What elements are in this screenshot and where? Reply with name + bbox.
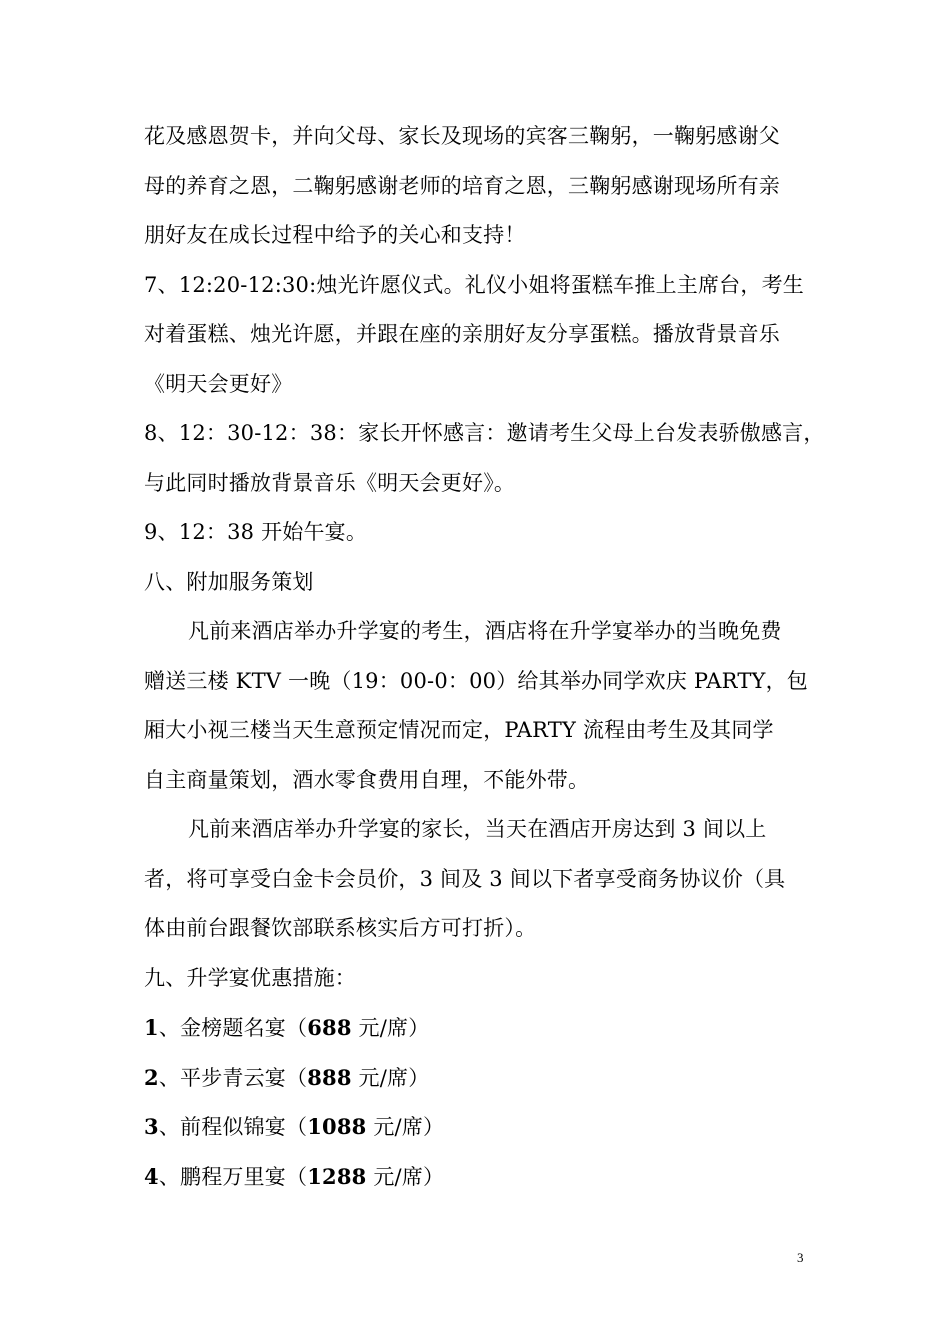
menu-item-unit: 元/席） xyxy=(366,1164,445,1189)
menu-item-number: 2 xyxy=(144,1064,159,1090)
menu-item xyxy=(144,1152,808,1202)
menu-item-unit: 元/席） xyxy=(351,1016,430,1040)
page-number: 3 xyxy=(797,1250,804,1265)
menu-item-unit: 元/席） xyxy=(366,1115,445,1139)
step-9-line: 9、12：38 开始午宴。 xyxy=(144,520,368,544)
paragraph-line: 者，将可享受白金卡会员价，3 间及 3 间以下者享受商务协议价（具 xyxy=(144,866,786,891)
menu-item-name: 、平步青云宴（ xyxy=(158,1065,308,1090)
menu-item-unit: 元/席） xyxy=(351,1065,430,1090)
menu-item-price: 1088 xyxy=(307,1114,367,1139)
menu-item xyxy=(144,1053,808,1103)
menu-item xyxy=(144,1102,808,1152)
menu-item-name: 、鹏程万里宴（ xyxy=(158,1164,308,1189)
menu-item-name: 、前程似锦宴（ xyxy=(158,1115,308,1139)
menu-item-number: 1 xyxy=(144,1015,159,1040)
paragraph-line: 自主商量策划，酒水零食费用自理，不能外带。 xyxy=(144,767,590,792)
paragraph-line: 《明天会更好》 xyxy=(144,371,293,396)
paragraph-line: 花及感恩贺卡，并向父母、家长及现场的宾客三鞠躬，一鞠躬感谢父 xyxy=(144,124,780,148)
section-heading-8: 八、附加服务策划 xyxy=(144,569,314,594)
menu-item-number: 3 xyxy=(144,1114,159,1139)
paragraph-line: 母的养育之恩，二鞠躬感谢老师的培育之恩，三鞠躬感谢现场所有亲 xyxy=(144,173,780,198)
step-8-line: 8、12：30-12：38：家长开怀感言：邀请考生父母上台发表骄傲感言， xyxy=(144,421,825,445)
paragraph-line: 体由前台跟餐饮部联系核实后方可打折）。 xyxy=(144,916,537,940)
paragraph-line: 对着蛋糕、烛光许愿，并跟在座的亲朋好友分享蛋糕。播放背景音乐 xyxy=(144,322,780,346)
menu-item-price: 1288 xyxy=(307,1163,367,1189)
page-body xyxy=(144,112,825,1201)
step-7-line: 7、12:20-12:30:烛光许愿仪式。礼仪小姐将蛋糕车推上主席台，考生 xyxy=(144,272,804,297)
menu-item-number: 4 xyxy=(144,1163,159,1189)
menu-item-price: 888 xyxy=(307,1064,352,1090)
menu-item xyxy=(144,1003,808,1053)
menu-item-name: 、金榜题名宴（ xyxy=(158,1016,308,1040)
paragraph-line: 与此同时播放背景音乐《明天会更好》。 xyxy=(144,470,516,495)
section-heading-9: 九、升学宴优惠措施： xyxy=(144,965,356,990)
paragraph-line: 厢大小视三楼当天生意预定情况而定，PARTY 流程由考生及其同学 xyxy=(144,718,774,742)
paragraph-line: 凡前来酒店举办升学宴的考生，酒店将在升学宴举办的当晚免费 xyxy=(188,619,782,643)
paragraph-line: 朋好友在成长过程中给予的关心和支持！ xyxy=(144,223,526,247)
paragraph-line: 凡前来酒店举办升学宴的家长，当天在酒店开房达到 3 间以上 xyxy=(188,817,767,841)
paragraph-line: 赠送三楼 KTV 一晚（19：00-0：00）给其举办同学欢庆 PARTY，包 xyxy=(144,668,808,693)
menu-item-price: 688 xyxy=(307,1015,352,1040)
